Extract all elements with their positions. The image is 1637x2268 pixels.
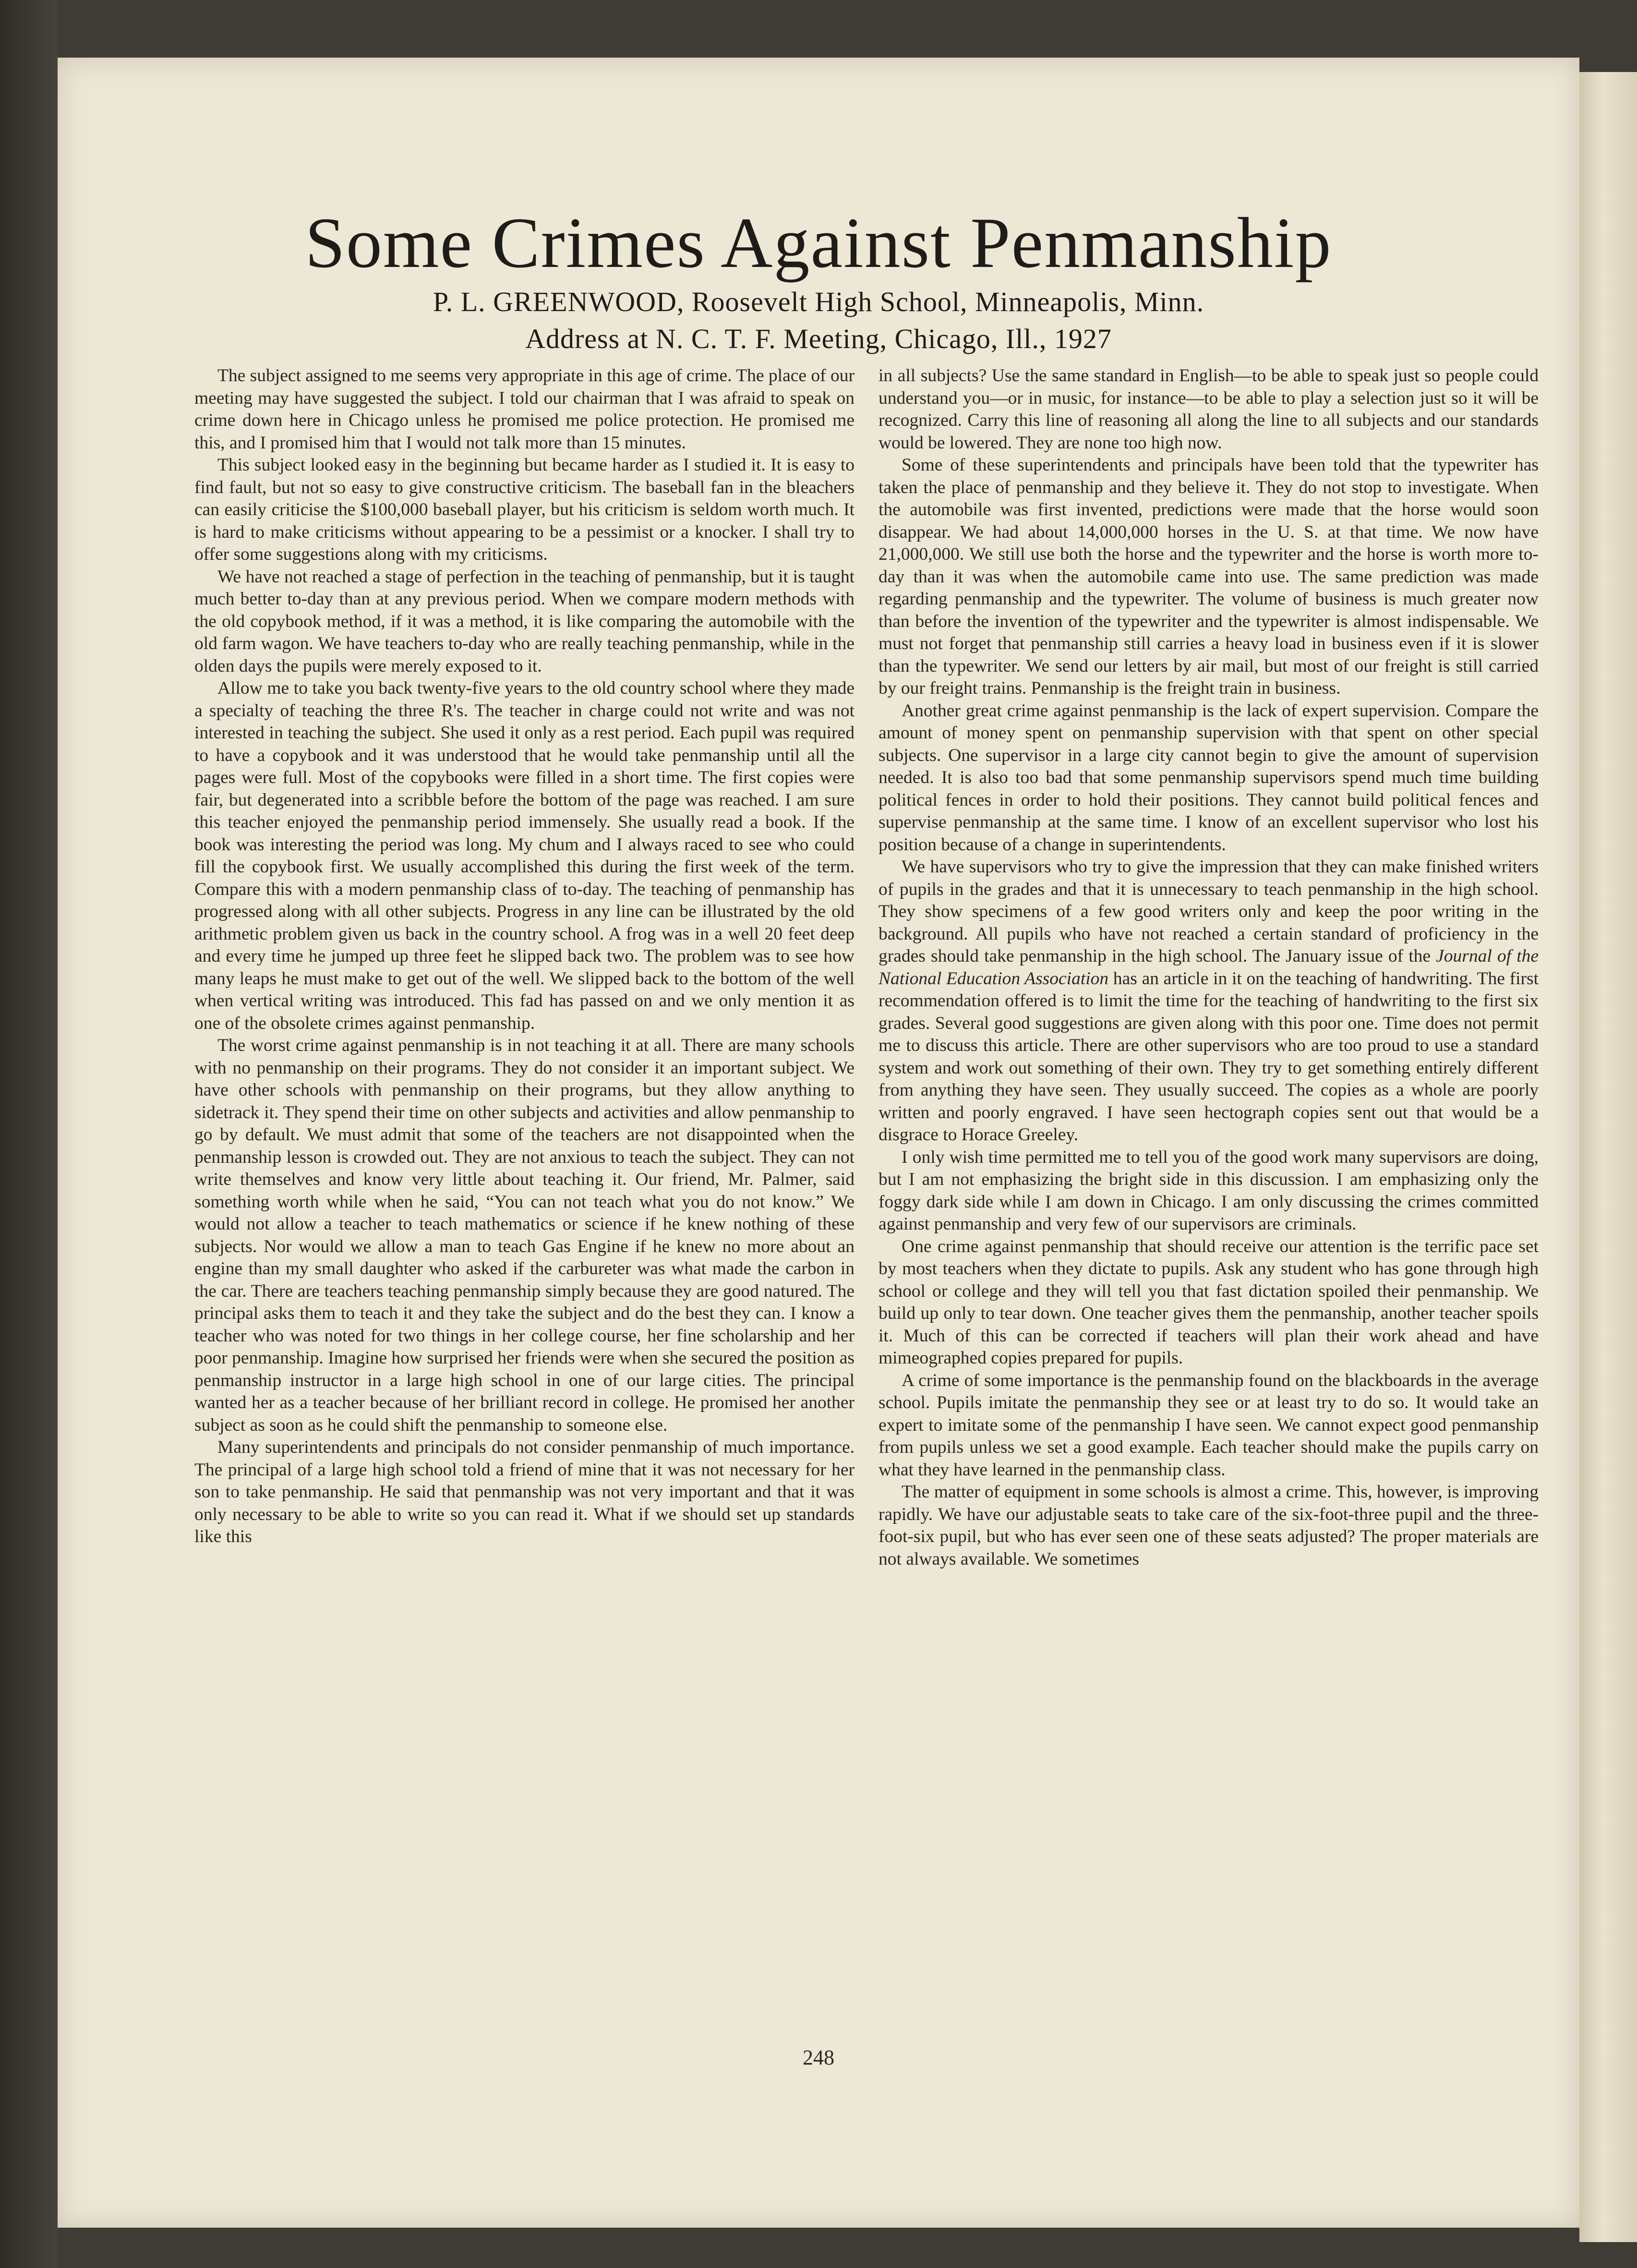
paragraph-text: has an article in it on the teaching of handwriting. The first recommendation offered is to limit the time for the teaching of handwriting to the first six grades. Several good suggestions are given along with this poor one. Time does not permit me to discuss this article. There are other supervisors who are too proud to use a standard system and work out something of their own. They try to get something entirely different from anything they have seen. They usually succeed. The copies as a whole are poorly written and poorly engraved. I have seen hectograph copies sent out that would be a disgrace to Horace Greeley. bbox=[879, 968, 1539, 1145]
author-line: P. L. GREENWOOD, Roosevelt High School, Minneapolis, Minn. bbox=[433, 286, 1204, 317]
occasion-line: Address at N. C. T. F. Meeting, Chicago, Ill., 1927 bbox=[525, 323, 1112, 354]
adjacent-page-edge bbox=[1579, 72, 1637, 2242]
journal-title: Journal of the National Education Association bbox=[879, 946, 1539, 989]
paragraph-text: We have supervisors who try to give the impression that they can make finished writers of pupils in the grades and that it is unnecessary to teach penmanship in the high school. They show specimens of a few good writers only and keep the poor writing in the background. All pupils who have not reached a certain standard of proficiency in the grades should take penmanship in the high school. The January issue of the bbox=[879, 857, 1539, 966]
paragraph: I only wish time permitted me to tell you of the good work many supervisors are doing, but I am not emphasizing the bright side in this discussion. I am emphasizing only the foggy dark side while I am down in Chicago. I am only discussing the crimes committed against penmanship and very few of our supervisors are criminals. bbox=[879, 1147, 1539, 1234]
paragraph: Another great crime against penmanship is the lack of expert supervision. Compare the amount of money spent on penmanship supervision with that spent on other special subjects. One supervisor in a large city cannot begin to give the amount of supervision needed. It is also too bad that some penmanship supervisors spend much time building political fences in order to hold their positions. They cannot build political fences and supervise penmanship at the same time. I know of an excellent supervisor who lost his position because of a change in superintendents. bbox=[879, 700, 1539, 855]
right-column bbox=[879, 365, 1539, 2031]
paragraph: This subject looked easy in the beginning but became harder as I studied it. It is easy to find fault, but not so easy to give constructive criticism. The baseball fan in the bleachers can easily criticise the $100,000 baseball player, but his criticism is seldom worth much. It is hard to make criticisms without appearing to be a pessimist or a knocker. I shall try to offer some suggestions along with my criticisms. bbox=[194, 455, 855, 564]
paragraph: Allow me to take you back twenty-five years to the old country school where they made a specialty of teaching the three R's. The teacher in charge could not write and was not interested in teaching the subject. She used it only as a rest period. Each pupil was required to have a copybook and it was understood that he would take penmanship until all the pages were full. Most of the copybooks were filled in a short time. The first copies were fair, but degenerated into a scribble before the bottom of the page was reached. I am sure this teacher enjoyed the penmanship period immensely. She usually read a book. If the book was interesting the period was long. My chum and I always raced to see who could fill the copybook first. We usually accomplished this during the first week of the term. Compare this with a modern penmanship class of to-day. The teaching of penmanship has progressed along with all other subjects. Progress in any line can be illustrated by the old arithmetic problem given us back in the country school. A frog was in a well 20 feet deep and every time he jumped up three feet he slipped back two. The problem was to see how many leaps he must make to get out of the well. We slipped back to the bottom of the well when vertical writing was introduced. This fad has passed on and we only mention it as one of the obsolete crimes against penmanship. bbox=[194, 678, 855, 1033]
paragraph: in all subjects? Use the same standard in English—to be able to speak just so people could understand you—or in music, for instance—to be able to play a selection just so it will be recognized. Carry this line of reasoning all along the line to all subjects and our standards would be lowered. They are none too high now. bbox=[879, 366, 1539, 453]
paragraph: The matter of equipment in some schools is almost a crime. This, however, is improving rapidly. We have our adjustable seats to take care of the six-foot-three pupil and the three-foot-six pupil, but who has ever seen one of these seats adjusted? The proper materials are not always available. We sometimes bbox=[879, 1482, 1539, 1569]
paragraph: The subject assigned to me seems very appropriate in this age of crime. The place of our meeting may have suggested the subject. I told our chairman that I was afraid to speak on crime down here in Chicago unless he promised me police protection. He promised me this, and I promised him that I would not talk more than 15 minutes. bbox=[194, 366, 855, 453]
document-page bbox=[58, 58, 1579, 2228]
article-title: Some Crimes Against Penmanship bbox=[305, 203, 1332, 283]
left-column bbox=[194, 365, 855, 2031]
paragraph: A crime of some importance is the penmanship found on the blackboards in the average school. Pupils imitate the penmanship they see or at least try to do so. It would take an expert to imitate some of the penmanship I have seen. We cannot expect good penmanship from pupils unless we set a good example. Each teacher should make the pupils carry on what they have learned in the penmanship class. bbox=[879, 1370, 1539, 1480]
paragraph: Many superintendents and principals do not consider penmanship of much importance. The principal of a large high school told a friend of mine that it was not necessary for her son to take penmanship. He said that penmanship was not very important and that it was only necessary to be able to write so you can read it. What if we should set up standards like this bbox=[194, 1437, 855, 1546]
scan-background-left bbox=[0, 0, 58, 2268]
paragraph: One crime against penmanship that should receive our attention is the terrific pace set by most teachers when they dictate to pupils. Ask any student who has gone through high school or college and they will tell you that fast dictation spoiled their penmanship. We build up only to tear down. One teacher gives them the penmanship, another teacher spoils it. Much of this can be corrected if teachers will plan their work ahead and have mimeographed copies prepared for pupils. bbox=[879, 1236, 1539, 1368]
paragraph: We have not reached a stage of perfection in the teaching of penmanship, but it is taught much better to-day than at any previous period. When we compare modern methods with the old copybook method, if it was a method, it is like comparing the automobile with the old farm wagon. We have teachers to-day who are really teaching penmanship, while in the olden days the pupils were merely exposed to it. bbox=[194, 567, 855, 676]
paragraph: Some of these superintendents and principals have been told that the typewriter has taken the place of penmanship and they believe it. They do not stop to investigate. When the automobile was first invented, predictions were made that the horse would soon disappear. We had about 14,000,000 horses in the U. S. at that time. We now have 21,000,000. We still use both the horse and the typewriter and the horse is worth more to-day than it was when the automobile came into use. The same prediction was made regarding penmanship and the typewriter. The volume of business is much greater now than before the invention of the typewriter and the typewriter is almost indispensable. We must not forget that penmanship still carries a heavy load in business even if it is slower than the typewriter. We send our letters by air mail, but most of our freight is still carried by our freight trains. Penmanship is the freight train in business. bbox=[879, 455, 1539, 698]
paragraph bbox=[879, 856, 1539, 1146]
page-number: 248 bbox=[803, 2046, 834, 2069]
paragraph: The worst crime against penmanship is in not teaching it at all. There are many schools with no penmanship on their programs. They do not consider it an important subject. We have other schools with penmanship on their programs, but they allow anything to sidetrack it. They spend their time on other subjects and activities and allow penmanship to go by default. We must admit that some of the teachers are not disappointed when the penmanship lesson is crowded out. They are not anxious to teach the subject. They can not write themselves and know very little about teaching it. Our friend, Mr. Palmer, said something worth while when he said, “You can not teach what you do not know.” We would not allow a teacher to teach mathematics or science if he knew nothing of these subjects. Nor would we allow a man to teach Gas Engine if he knew no more about an engine than my small daughter who asked if the carbureter was what made the carbon in the car. There are teachers teaching penmanship simply because they are good natured. The principal asks them to teach it and they take the subject and do the best they can. I know a teacher who was noted for two things in her college course, her fine scholarship and her poor penmanship. Imagine how surprised her friends were when she secured the position as penmanship instructor in a large high school in one of our large cities. The principal wanted her as a teacher because of her brilliant record in college. He promised her another subject as soon as he could shift the penmanship to someone else. bbox=[194, 1036, 855, 1435]
